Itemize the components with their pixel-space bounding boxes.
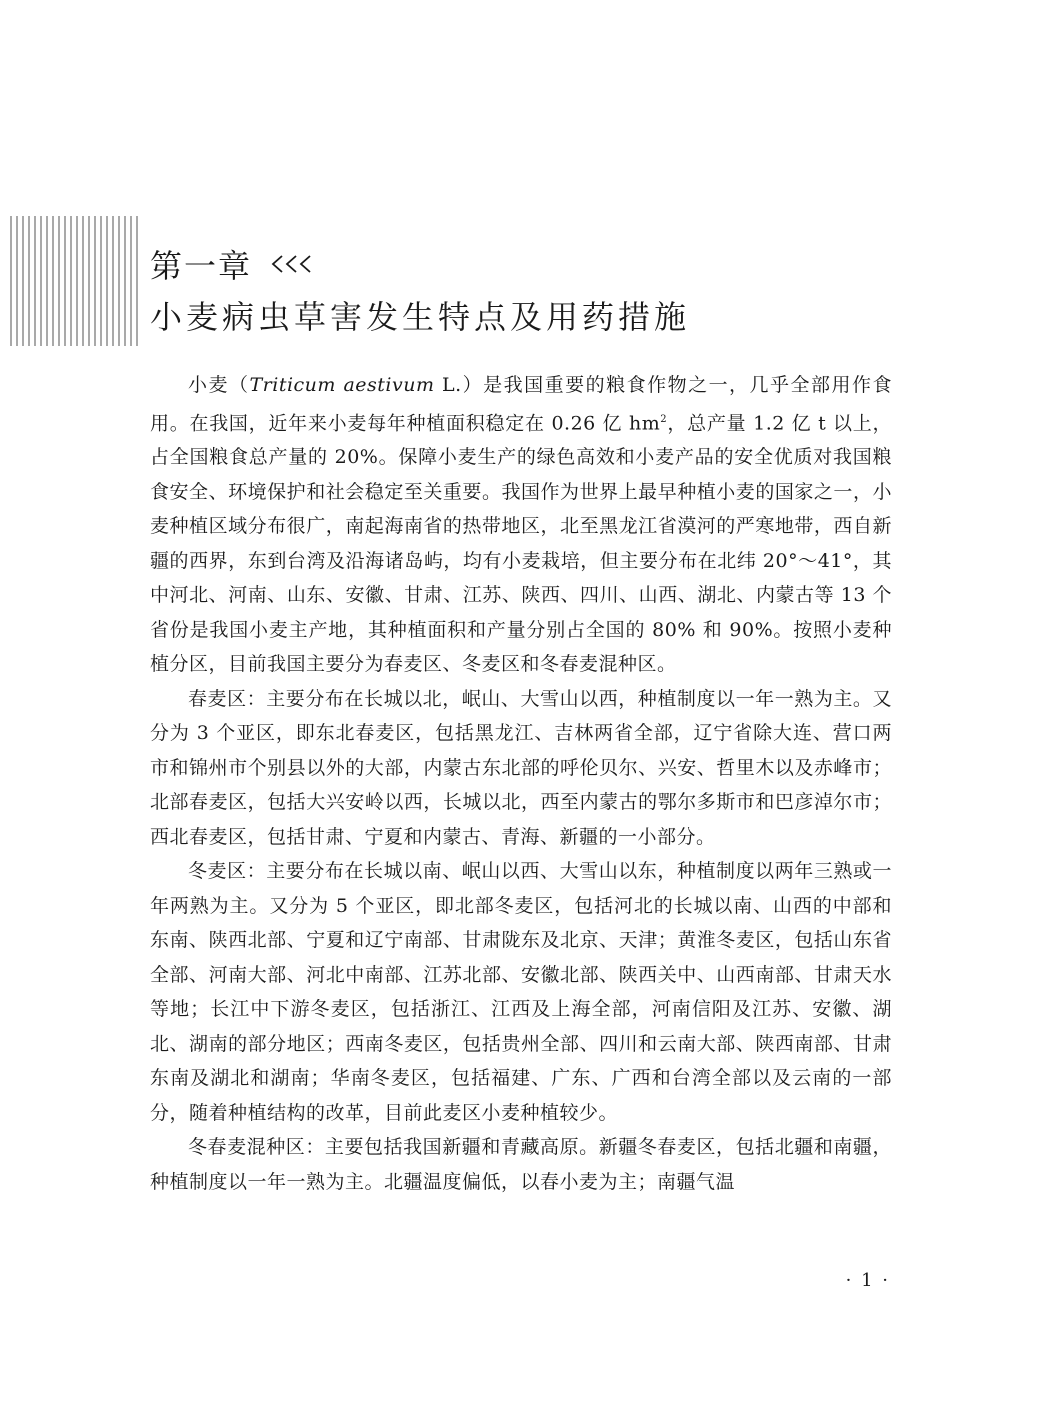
paragraph-intro [150, 368, 892, 682]
paragraph-intro-part-b: L.）是我国重要的粮食作物之一，几乎全部用作食用。在我国，近年来小麦每年种植面积稳定在 0.26 亿 hm [150, 374, 892, 434]
paragraph-intro-part-c: ，总产量 1.2 亿 t 以上，占全国粮食总产量的 20%。保障小麦生产的绿色高效和小麦产品的安全优质对我国粮食安全、环境保护和社会稳定至关重要。我国作为世界上最早种植小麦的国家之一，小麦种植区域分布很广，南起海南省的热带地区，北至黑龙江省漠河的严寒地带，西自新疆的西界，东到台湾及沿海诸岛屿，均有小麦栽培，但主要分布在北纬 20°～41°，其中河北、河南、山东、安徽、甘肃、江苏、陕西、四川、山西、湖北、内蒙古等 13 个省份是我国小麦主产地，其种植面积和产量分别占全国的 80% 和 90%。按照小麦种植分区，目前我国主要分为春麦区、冬麦区和冬春麦混种区。 [150, 411, 892, 676]
chapter-title: 小麦病虫草害发生特点及用药措施 [150, 298, 691, 336]
page-number: · 1 · [845, 1270, 890, 1291]
superscript: 2 [660, 413, 668, 425]
chapter-number-heading [150, 242, 318, 286]
paragraph-winter-wheat: 冬麦区：主要分布在长城以南、岷山以西、大雪山以东，种植制度以两年三熟或一年两熟为主。又分为 5 个亚区，即北部冬麦区，包括河北的长城以南、山西的中部和东南、陕西北部、宁夏和辽宁南部、甘肃陇东及北京、天津；黄淮冬麦区，包括山东省全部、河南大部、河北中南部、江苏北部、安徽北部、陕西关中、山西南部、甘肃天水等地；长江中下游冬麦区，包括浙江、江西及上海全部，河南信阳及江苏、安徽、湖北、湖南的部分地区；西南冬麦区，包括贵州全部、四川和云南大部、陕西南部、甘肃东南及湖北和湖南；华南冬麦区，包括福建、广东、广西和台湾全部以及云南的一部分，随着种植结构的改革，目前此麦区小麦种植较少。 [150, 860, 892, 1124]
latin-name: Triticum aestivum [249, 374, 435, 396]
triple-left-chevron-icon [270, 252, 318, 276]
paragraph-intro-part-a: 小麦（ [188, 374, 250, 396]
body-text [150, 368, 892, 1199]
paragraph-mixed-wheat: 冬春麦混种区：主要包括我国新疆和青藏高原。新疆冬春麦区，包括北疆和南疆，种植制度以一年一熟为主。北疆温度偏低，以春小麦为主；南疆气温 [150, 1136, 892, 1193]
chapter-number-label: 第一章 [150, 247, 253, 285]
paragraph-spring-wheat: 春麦区：主要分布在长城以北，岷山、大雪山以西，种植制度以一年一熟为主。又分为 3 个亚区，即东北春麦区，包括黑龙江、吉林两省全部，辽宁省除大连、营口两市和锦州市个别县以外的大部，内蒙古东北部的呼伦贝尔、兴安、哲里木以及赤峰市；北部春麦区，包括大兴安岭以西，长城以北，西至内蒙古的鄂尔多斯市和巴彦淖尔市；西北春麦区，包括甘肃、宁夏和内蒙古、青海、新疆的一小部分。 [150, 687, 892, 848]
decorative-stripes [10, 216, 138, 346]
